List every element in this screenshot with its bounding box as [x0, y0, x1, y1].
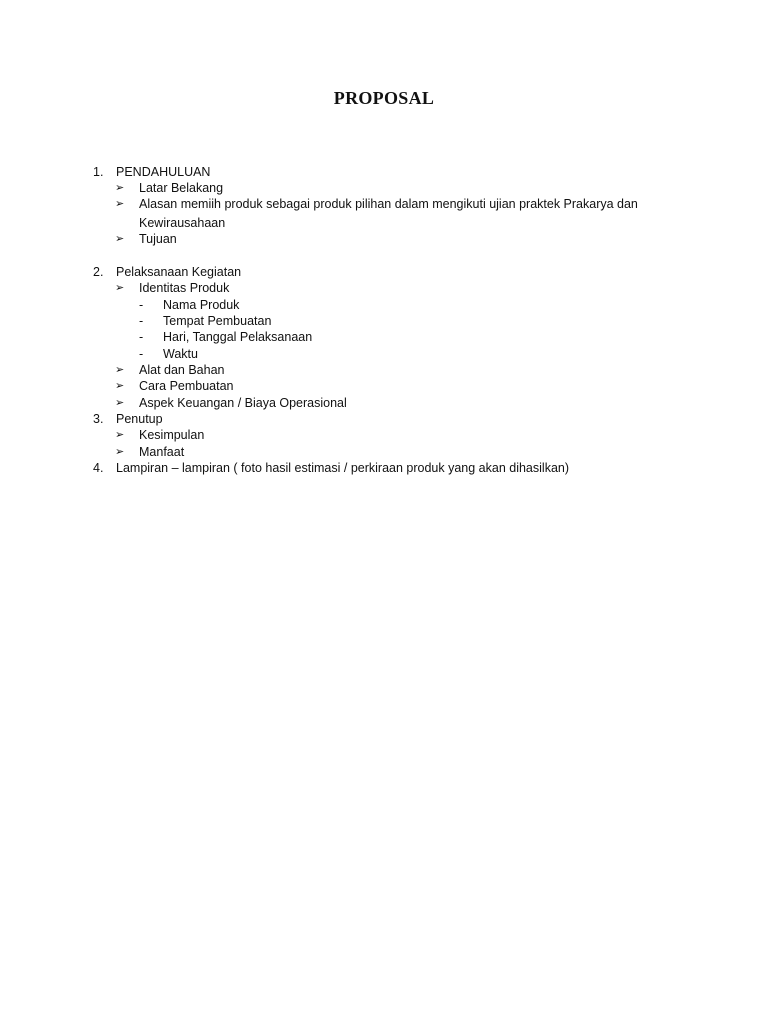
- list-item-continuation-text: Kewirausahaan: [139, 216, 226, 230]
- list-item-text: Identitas Produk: [139, 281, 230, 295]
- dash-bullet: -: [139, 330, 144, 344]
- list-item-text: Alat dan Bahan: [139, 363, 225, 377]
- arrow-bullet-icon: ➢: [115, 397, 125, 409]
- arrow-bullet-icon: ➢: [115, 364, 125, 376]
- list-item-text: Alasan memiih produk sebagai produk pilihan dalam mengikuti ujian praktek Prakarya dan: [139, 197, 638, 211]
- arrow-bullet-icon: ➢: [115, 446, 125, 458]
- list-item-text: Manfaat: [139, 445, 185, 459]
- dash-bullet: -: [139, 298, 144, 312]
- dash-bullet: -: [139, 347, 144, 361]
- sub-list-item-text: Tempat Pembuatan: [163, 314, 272, 328]
- arrow-bullet-icon: ➢: [115, 429, 125, 441]
- sub-list-item-text: Waktu: [163, 347, 198, 361]
- sub-list-item-text: Hari, Tanggal Pelaksanaan: [163, 330, 313, 344]
- list-item-text: Latar Belakang: [139, 181, 224, 195]
- section-heading: Lampiran – lampiran ( foto hasil estimasi / perkiraan produk yang akan dihasilkan): [116, 461, 570, 475]
- arrow-bullet-icon: ➢: [115, 380, 125, 392]
- section-number: 2.: [93, 265, 104, 279]
- section-number: 3.: [93, 412, 104, 426]
- arrow-bullet-icon: ➢: [115, 198, 125, 210]
- section-heading: Penutup: [116, 412, 163, 426]
- document-title: PROPOSAL: [333, 88, 435, 108]
- section-number: 1.: [93, 165, 104, 179]
- section-number: 4.: [93, 461, 104, 475]
- arrow-bullet-icon: ➢: [115, 233, 125, 245]
- list-item-text: Aspek Keuangan / Biaya Operasional: [139, 396, 347, 410]
- section-heading: PENDAHULUAN: [116, 165, 211, 179]
- list-item-text: Cara Pembuatan: [139, 379, 234, 393]
- list-item-text: Tujuan: [139, 232, 177, 246]
- arrow-bullet-icon: ➢: [115, 282, 125, 294]
- list-item-text: Kesimpulan: [139, 428, 205, 442]
- sub-list-item-text: Nama Produk: [163, 298, 240, 312]
- section-heading: Pelaksanaan Kegiatan: [116, 265, 242, 279]
- dash-bullet: -: [139, 314, 144, 328]
- arrow-bullet-icon: ➢: [115, 182, 125, 194]
